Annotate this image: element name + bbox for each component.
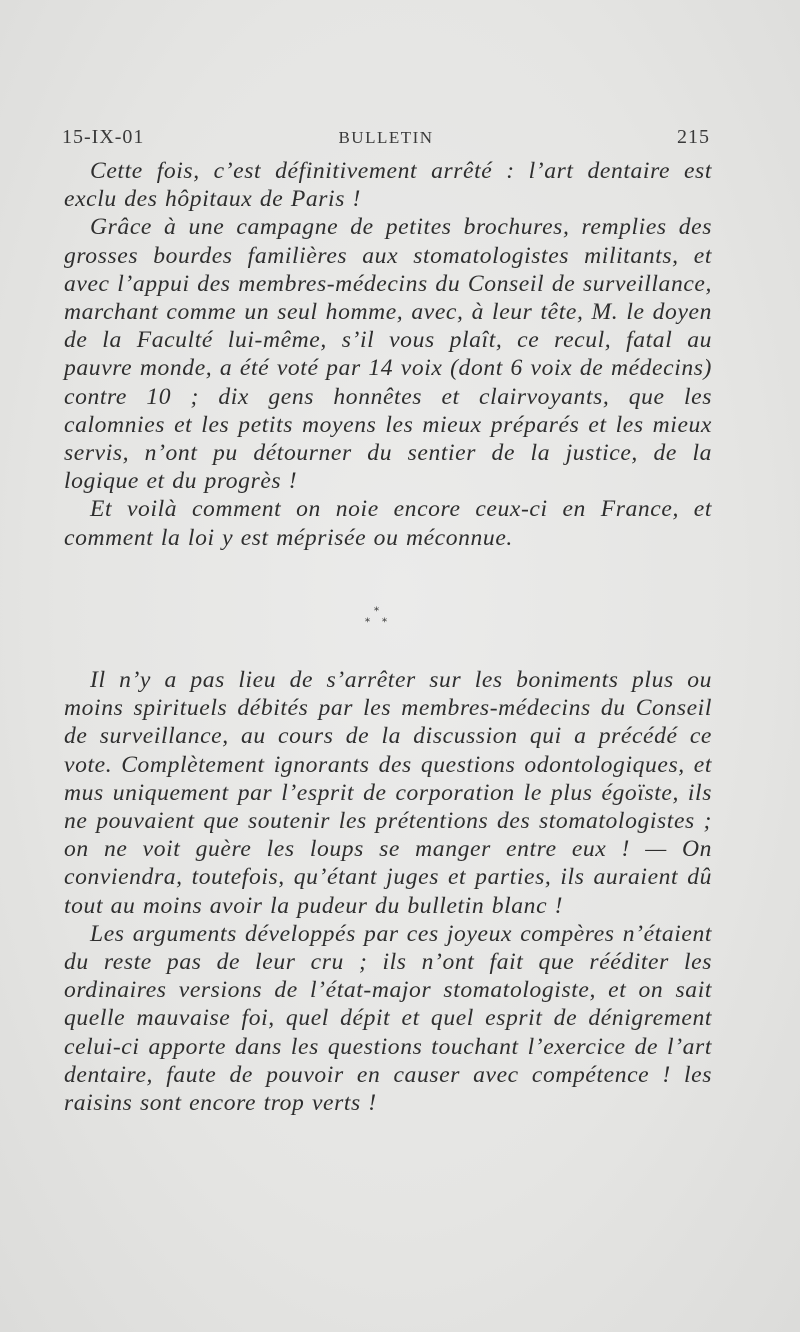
asterisk: * [374,606,379,617]
asterisk: * [382,617,387,628]
running-header [62,126,710,156]
header-title: BULLETIN [338,128,434,147]
asterism-separator [360,604,400,636]
paragraph: Les arguments développés par ces joyeux compères n’étaient du reste pas de leur cru ; ils n’ont fait que rééditer les ordinaires versions de l’état-major stomatologiste, et on sait quelle mauvaise foi, quel dépit et quel esprit de dénigrement celui-ci apporte dans les questions touchant l’exercice de l’art dentaire, faute de pouvoir en causer avec compétence ! les raisins sont encore trop verts ! [64,920,712,1117]
text-block-second [64,666,712,1117]
text-block-first [64,157,712,552]
header-date: 15-IX-01 [62,126,145,148]
paragraph: Cette fois, c’est définitivement arrêté : l’art dentaire est exclu des hôpitaux de Paris ! [64,158,712,213]
paragraph: Il n’y a pas lieu de s’arrêter sur les boniments plus ou moins spirituels débités par les membres-médecins du Conseil de surveillance, au cours de la discussion qui a précédé ce vote. Complètement ignorants des questions odontologiques, et mus uniquement par l’esprit de corporation le plus égoïste, ils ne pouvaient que soutenir les prétentions des stomatologistes ; on ne voit guère les loups se manger entre eux ! — On conviendra, toutefois, qu’étant juges et parties, ils auraient dû tout au moins avoir la pudeur du bulletin blanc ! [64,667,712,919]
asterisk: * [365,617,370,628]
page-number: 215 [677,126,710,148]
paragraph: Et voilà comment on noie encore ceux-ci en France, et comment la loi y est méprisée ou méconnue. [64,496,712,551]
paragraph: Grâce à une campagne de petites brochures, remplies des grosses bourdes familières aux stomatologistes militants, et avec l’appui des membres-médecins du Conseil de surveillance, marchant comme un seul homme, avec, à leur tête, M. le doyen de la Faculté lui-même, s’il vous plaît, ce recul, fatal au pauvre monde, a été voté par 14 voix (dont 6 voix de médecins) contre 10 ; dix gens honnêtes et clairvoyants, que les calomnies et les petits moyens les mieux préparés et les mieux servis, n’ont pu détourner du sentier de la justice, de la logique et du progrès ! [64,214,712,495]
